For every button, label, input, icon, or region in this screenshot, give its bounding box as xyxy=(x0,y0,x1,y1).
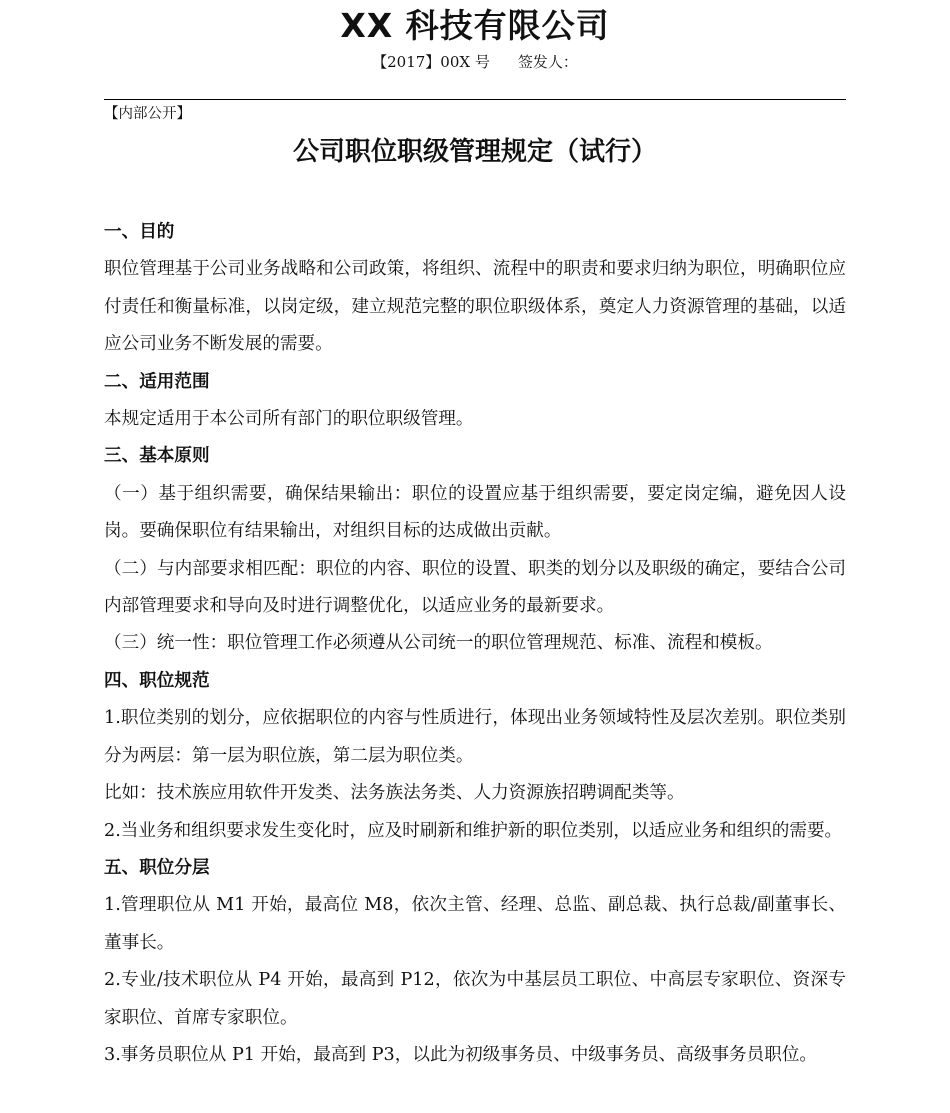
section-scope xyxy=(104,364,846,439)
document-meta xyxy=(0,52,950,72)
document-number: 【2017】00X 号 xyxy=(372,53,490,71)
paragraph: 2.当业务和组织要求发生变化时，应及时刷新和维护新的职位类别，以适应业务和组织的需要。 xyxy=(104,820,843,841)
paragraph: 1.职位类别的划分，应依据职位的内容与性质进行，体现出业务领域特性及层次差别。职位类别分为两层：第一层为职位族，第二层为职位类。 xyxy=(104,708,846,766)
section-position-spec xyxy=(104,663,846,850)
section-heading: 二、适用范围 xyxy=(104,371,210,392)
scope-tag: 【内部公开】 xyxy=(104,106,191,122)
section-position-levels xyxy=(104,850,846,1074)
section-heading: 五、职位分层 xyxy=(104,857,210,878)
document-title: 公司职位职级管理规定（试行） xyxy=(292,137,657,167)
paragraph: 职位管理基于公司业务战略和公司政策，将组织、流程中的职责和要求归纳为职位，明确职位应付责任和衡量标准，以岗定级，建立规范完整的职位职级体系，奠定人力资源管理的基础，以适应公司业务不断发展的需要。 xyxy=(104,259,846,355)
section-heading: 一、目的 xyxy=(104,222,175,242)
signer-label: 签发人： xyxy=(517,53,578,71)
section-heading: 三、基本原则 xyxy=(104,446,210,467)
paragraph: （一）基于组织需要，确保结果输出：职位的设置应基于组织需要，要定岗定编，避免因人设岗。要确保职位有结果输出，对组织目标的达成做出贡献。 xyxy=(104,483,846,542)
paragraph: 3.事务员职位从 P1 开始，最高到 P3，以此为初级事务员、中级事务员、高级事务员职位。 xyxy=(104,1044,818,1065)
paragraph: 比如：技术族应用软件开发类、法务族法务类、人力资源族招聘调配类等。 xyxy=(104,783,685,804)
paragraph: （三）统一性：职位管理工作必须遵从公司统一的职位管理规范、标准、流程和模板。 xyxy=(104,633,773,654)
section-heading: 四、职位规范 xyxy=(104,670,210,691)
section-purpose xyxy=(104,214,846,364)
header-divider xyxy=(104,99,846,100)
document-body xyxy=(104,214,846,1074)
section-principles xyxy=(104,438,846,662)
paragraph: 本规定适用于本公司所有部门的职位职级管理。 xyxy=(104,409,474,430)
paragraph: （二）与内部要求相匹配：职位的内容、职位的设置、职类的划分以及职级的确定，要结合公司内部管理要求和导向及时进行调整优化，以适应业务的最新要求。 xyxy=(104,558,846,617)
company-name: XX 科技有限公司 xyxy=(340,6,610,45)
paragraph: 2.专业/技术职位从 P4 开始，最高到 P12，依次为中基层员工职位、中高层专家职位、资深专家职位、首席专家职位。 xyxy=(104,970,846,1028)
paragraph: 1.管理职位从 M1 开始，最高位 M8，依次主管、经理、总监、副总裁、执行总裁/副董事长、董事长。 xyxy=(104,895,846,953)
